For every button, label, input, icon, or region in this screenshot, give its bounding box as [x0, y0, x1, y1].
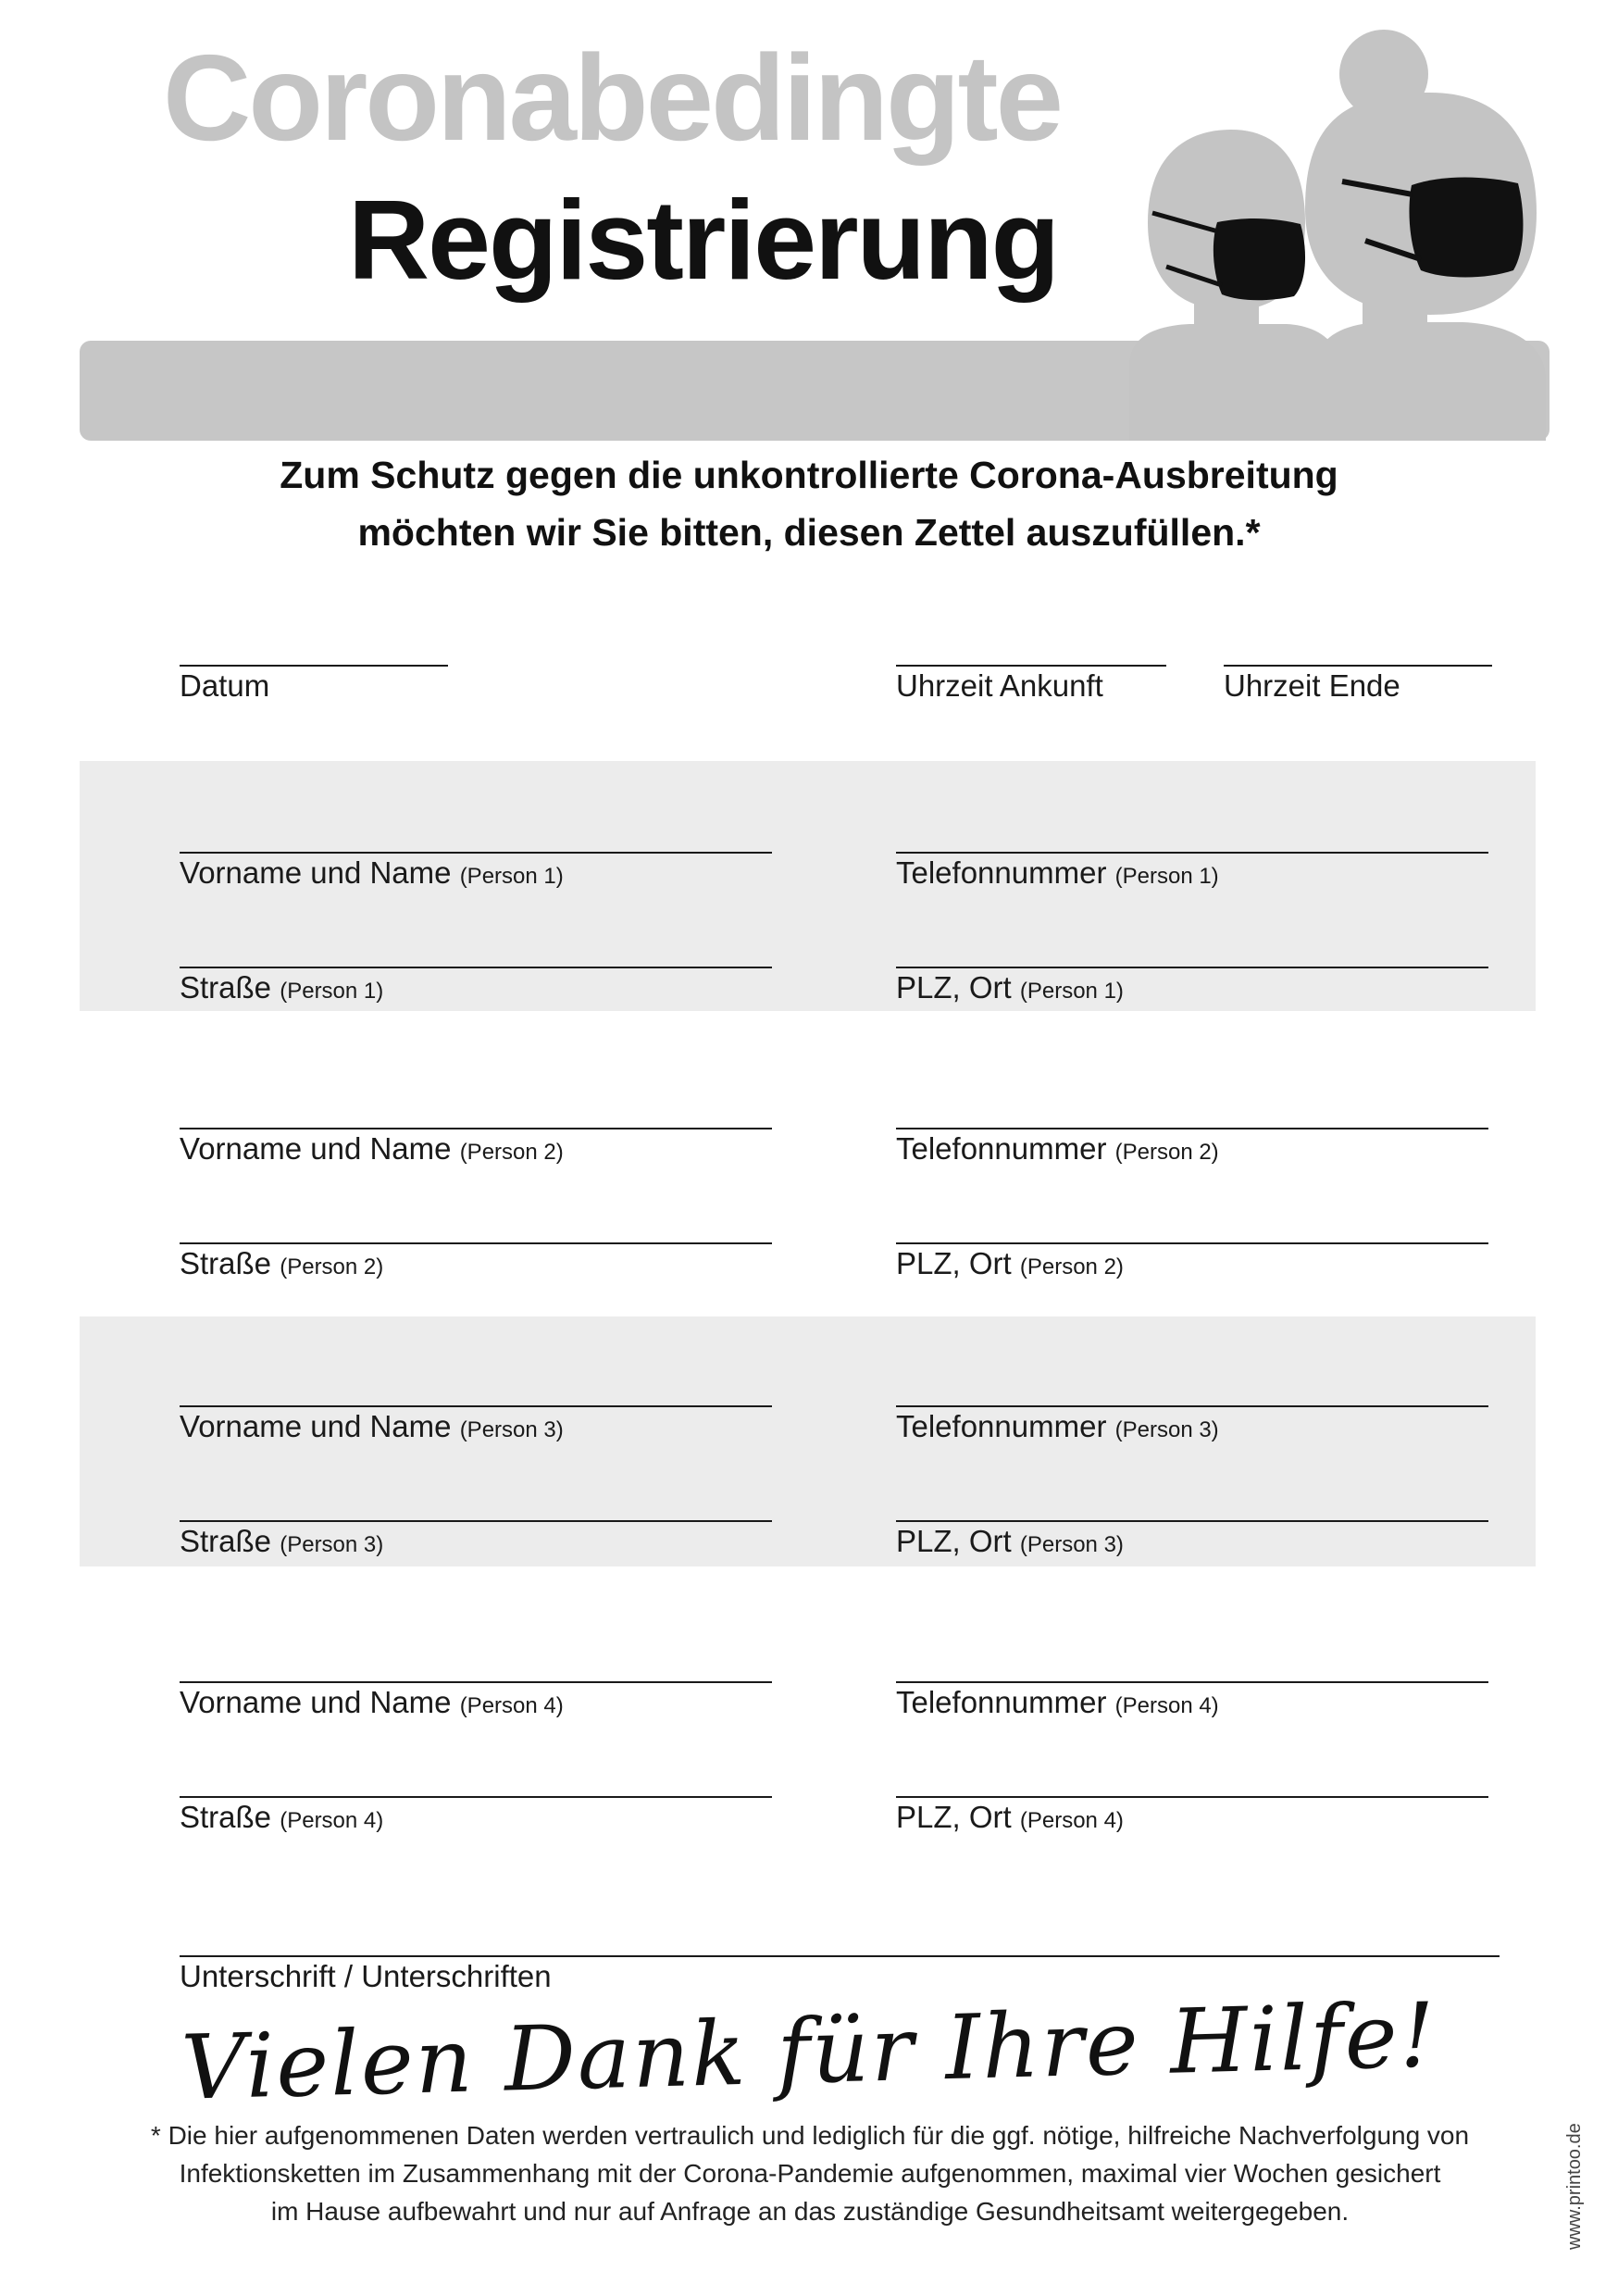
- phone-line[interactable]: [896, 1681, 1488, 1683]
- name-line[interactable]: [180, 1681, 772, 1683]
- masked-people-illustration: [1120, 28, 1555, 441]
- city-line[interactable]: [896, 967, 1488, 968]
- city-line[interactable]: [896, 1242, 1488, 1244]
- name-label: Vorname und Name (Person 2): [180, 1131, 564, 1166]
- street-label: Straße (Person 4): [180, 1800, 384, 1834]
- footnote-line-2: Infektionsketten im Zusammenhang mit der Corona-Pandemie aufgenommen, maximal vier Wochen gesichert: [179, 2159, 1441, 2188]
- phone-label: Telefonnummer (Person 3): [896, 1409, 1219, 1443]
- name-line[interactable]: [180, 1128, 772, 1129]
- title-line-1: Coronabedingte: [163, 30, 1061, 166]
- end-time-line[interactable]: [1224, 665, 1492, 667]
- phone-line[interactable]: [896, 1128, 1488, 1129]
- street-line[interactable]: [180, 967, 772, 968]
- name-label: Vorname und Name (Person 4): [180, 1685, 564, 1719]
- city-line[interactable]: [896, 1520, 1488, 1522]
- footnote-line-3: im Hause aufbewahrt und nur auf Anfrage an das zuständige Gesundheitsamt weitergegeben.: [270, 2197, 1350, 2226]
- name-label: Vorname und Name (Person 1): [180, 855, 564, 890]
- signature-label: Unterschrift / Unterschriften: [180, 1959, 552, 1993]
- date-line[interactable]: [180, 665, 448, 667]
- name-line[interactable]: [180, 1405, 772, 1407]
- street-line[interactable]: [180, 1520, 772, 1522]
- arrival-time-line[interactable]: [896, 665, 1166, 667]
- thanks-message: Vielen Dank für Ihre Hilfe!: [180, 1983, 1438, 2120]
- name-line[interactable]: [180, 852, 772, 854]
- signature-line[interactable]: [180, 1955, 1500, 1957]
- brand-url: www.printoo.de: [1564, 2123, 1585, 2250]
- intro-text: [93, 446, 1525, 561]
- street-line[interactable]: [180, 1796, 772, 1798]
- street-label: Straße (Person 3): [180, 1524, 384, 1558]
- street-label: Straße (Person 1): [180, 970, 384, 1004]
- phone-label: Telefonnummer (Person 4): [896, 1685, 1219, 1719]
- city-label: PLZ, Ort (Person 3): [896, 1524, 1124, 1558]
- title-line-2: Registrierung: [348, 177, 1059, 303]
- date-label: Datum: [180, 668, 270, 703]
- street-line[interactable]: [180, 1242, 772, 1244]
- end-time-label: Uhrzeit Ende: [1224, 668, 1400, 703]
- phone-line[interactable]: [896, 1405, 1488, 1407]
- intro-line-1: Zum Schutz gegen die unkontrollierte Corona-Ausbreitung: [280, 454, 1338, 496]
- footnote: [102, 2116, 1518, 2230]
- intro-line-2: möchten wir Sie bitten, diesen Zettel auszufüllen.*: [357, 511, 1261, 554]
- city-label: PLZ, Ort (Person 4): [896, 1800, 1124, 1834]
- city-label: PLZ, Ort (Person 2): [896, 1246, 1124, 1280]
- city-label: PLZ, Ort (Person 1): [896, 970, 1124, 1004]
- phone-line[interactable]: [896, 852, 1488, 854]
- street-label: Straße (Person 2): [180, 1246, 384, 1280]
- arrival-time-label: Uhrzeit Ankunft: [896, 668, 1103, 703]
- footnote-line-1: * Die hier aufgenommenen Daten werden vertraulich und lediglich für die ggf. nötige, hilfreiche Nachverfolgung von: [150, 2121, 1470, 2150]
- phone-label: Telefonnummer (Person 1): [896, 855, 1219, 890]
- city-line[interactable]: [896, 1796, 1488, 1798]
- name-label: Vorname und Name (Person 3): [180, 1409, 564, 1443]
- phone-label: Telefonnummer (Person 2): [896, 1131, 1219, 1166]
